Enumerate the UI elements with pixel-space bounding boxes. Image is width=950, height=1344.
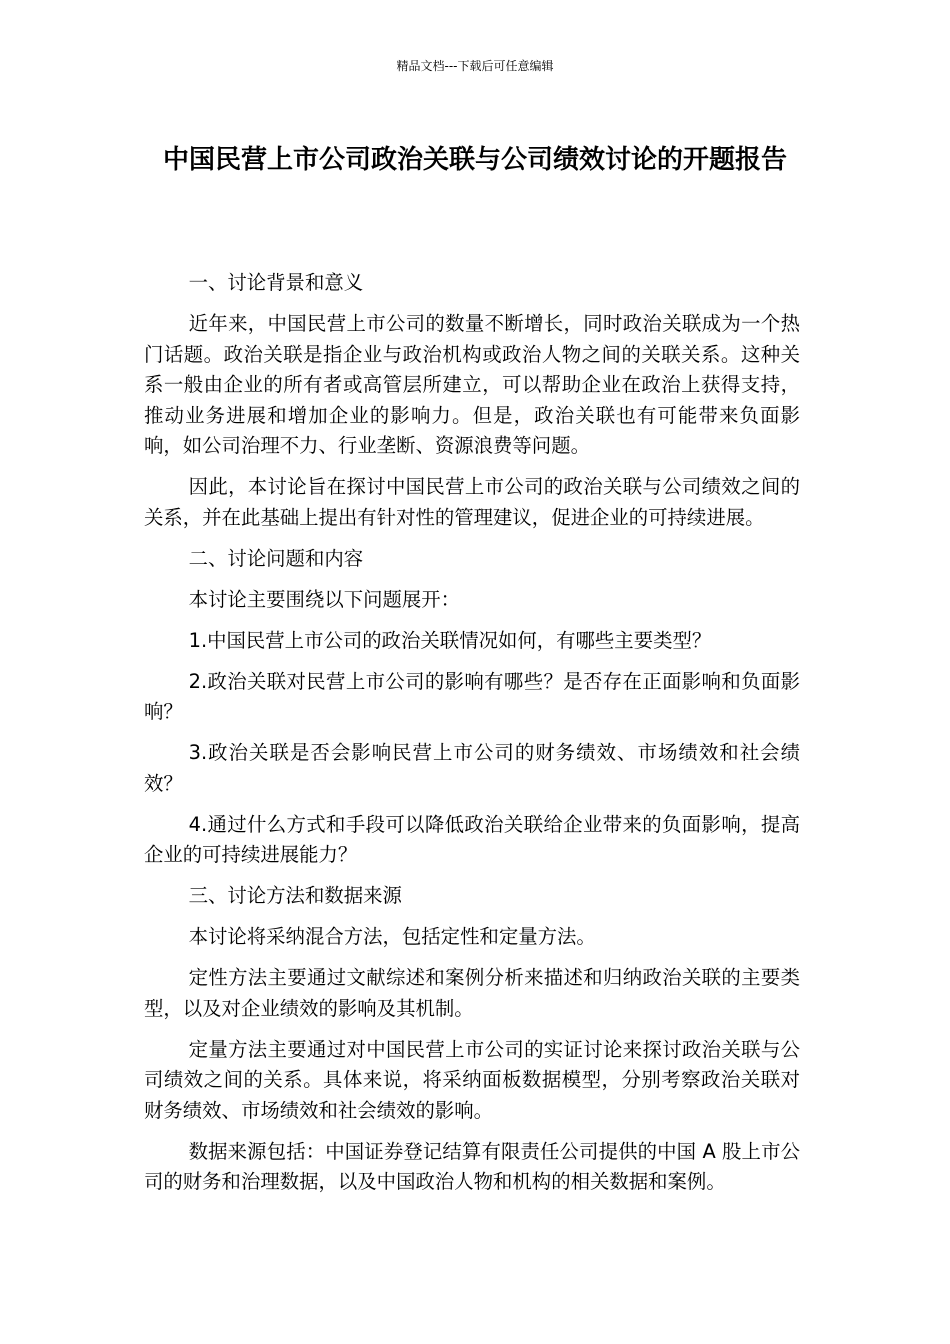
- question-item-4: 4.通过什么方式和手段可以降低政治关联给企业带来的负面影响，提高企业的可持续进展能力？: [144, 812, 800, 866]
- page-header-note: 精品文档---下载后可任意编辑: [396, 59, 554, 73]
- paragraph-purpose: 因此，本讨论旨在探讨中国民营上市公司的政治关联与公司绩效之间的关系，并在此基础上提出有针对性的管理建议，促进企业的可持续进展。: [144, 475, 800, 529]
- question-item-2: 2.政治关联对民营上市公司的影响有哪些？是否存在正面影响和负面影响？: [144, 669, 800, 723]
- question-item-1: 1.中国民营上市公司的政治关联情况如何，有哪些主要类型？: [188, 628, 712, 652]
- paragraph-data-sources: 数据来源包括：中国证券登记结算有限责任公司提供的中国 A 股上市公司的财务和治理数据，以及中国政治人物和机构的相关数据和案例。: [144, 1139, 800, 1193]
- document-body: [144, 268, 800, 1208]
- question-item-3: 3.政治关联是否会影响民营上市公司的财务绩效、市场绩效和社会绩效？: [144, 741, 800, 795]
- paragraph-qualitative: 定性方法主要通过文献综述和案例分析来描述和归纳政治关联的主要类型，以及对企业绩效的影响及其机制。: [144, 966, 800, 1020]
- paragraph-quantitative: 定量方法主要通过对中国民营上市公司的实证讨论来探讨政治关联与公司绩效之间的关系。具体来说，将采纳面板数据模型，分别考察政治关联对财务绩效、市场绩效和社会绩效的影响。: [144, 1037, 800, 1122]
- section-heading-background: 一、讨论背景和意义: [188, 271, 364, 294]
- section-heading-methods: 三、讨论方法和数据来源: [188, 884, 402, 907]
- paragraph-background: 近年来，中国民营上市公司的数量不断增长，同时政治关联成为一个热门话题。政治关联是指企业与政治机构或政治人物之间的关联关系。这种关系一般由企业的所有者或高管层所建立，可以帮助企业在政治上获得支持，推动业务进展和增加企业的影响力。但是，政治关联也有可能带来负面影响，如公司治理不力、行业垄断、资源浪费等问题。: [144, 312, 800, 457]
- paragraph-questions-intro: 本讨论主要围绕以下问题展开：: [188, 587, 461, 611]
- document-title: 中国民营上市公司政治关联与公司绩效讨论的开题报告: [162, 145, 787, 175]
- section-heading-questions: 二、讨论问题和内容: [188, 546, 364, 570]
- paragraph-methods-intro: 本讨论将采纳混合方法，包括定性和定量方法。: [188, 925, 596, 948]
